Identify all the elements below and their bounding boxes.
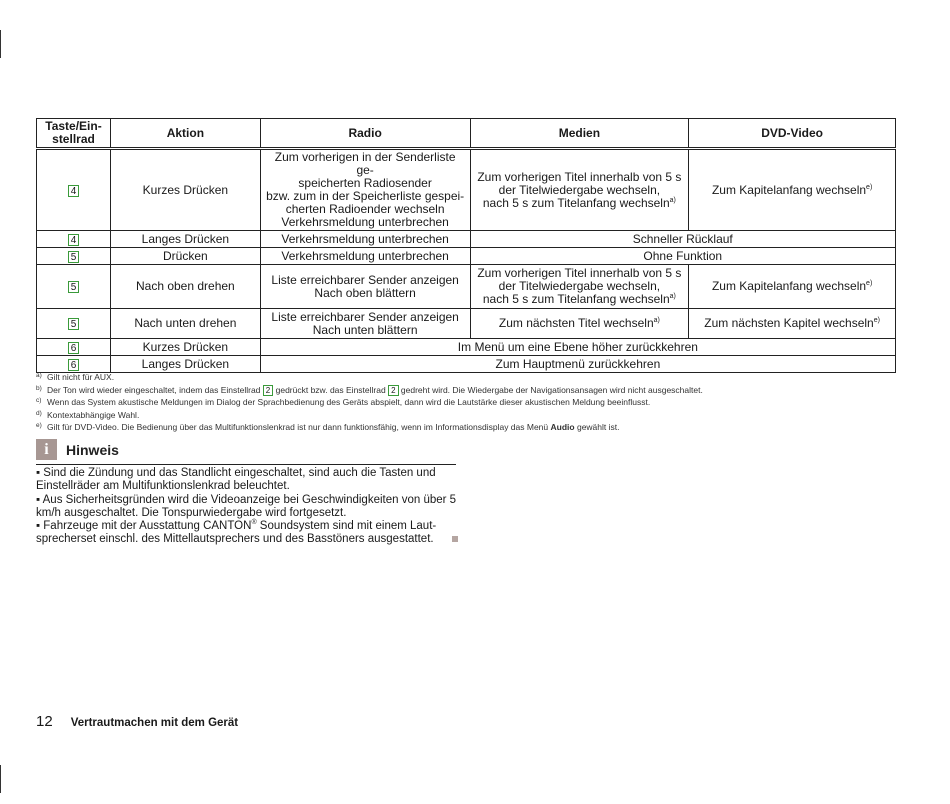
action-cell: Drücken bbox=[110, 248, 260, 265]
note-body bbox=[36, 467, 461, 547]
section-end-marker bbox=[452, 536, 458, 542]
page-footer bbox=[36, 713, 238, 730]
footnote-ref: a) bbox=[669, 196, 676, 204]
dvd-cell bbox=[689, 265, 896, 309]
key-symbol: 4 bbox=[68, 185, 80, 197]
table-row bbox=[37, 248, 896, 265]
radio-cell: Zum vorherigen in der Senderliste ge- speicherten Radiosender bzw. zum in der Speicherliste gespei- cherten Radioender wechseln Verkehrsmeldung unterbrechen bbox=[260, 149, 470, 231]
key-symbol: 5 bbox=[68, 281, 80, 293]
key-cell bbox=[37, 149, 111, 231]
dvd-text: Zum Kapitelanfang wechseln bbox=[711, 279, 867, 293]
note-item-text: Soundsystem sind mit einem Laut-sprecherset einschl. des Mittellautsprechers und des Basstöners ausgestattet. bbox=[36, 520, 437, 546]
table-row bbox=[37, 149, 896, 231]
medien-dvd-cell: Schneller Rücklauf bbox=[470, 231, 895, 248]
medien-dvd-cell: Ohne Funktion bbox=[470, 248, 895, 265]
footnote-ref: a) bbox=[653, 317, 660, 324]
header-action: Aktion bbox=[110, 119, 260, 149]
dvd-text: Zum nächsten Kapitel wechseln bbox=[704, 316, 874, 330]
footnote-text: gewählt ist. bbox=[576, 422, 620, 432]
radio-cell: Verkehrsmeldung unterbrechen bbox=[260, 231, 470, 248]
note-divider bbox=[36, 464, 456, 465]
header-medien: Medien bbox=[470, 119, 689, 149]
footnote-text: gedreht wird. Die Wiedergabe der Navigationsansagen wird nicht ausgeschaltet. bbox=[400, 384, 703, 395]
key-cell bbox=[37, 356, 111, 373]
radio-cell: Verkehrsmeldung unterbrechen bbox=[260, 248, 470, 265]
action-cell: Kurzes Drücken bbox=[110, 149, 260, 231]
table-header-row bbox=[37, 119, 896, 149]
header-radio: Radio bbox=[260, 119, 470, 149]
dvd-cell bbox=[689, 309, 896, 339]
footnotes bbox=[36, 371, 906, 434]
controls-table bbox=[36, 118, 896, 373]
footnote-text: Gilt für DVD-Video. Die Bedienung über das Multifunktionslenkrad ist nur dann funktionsfähig, wenn im Informationsdisplay das Menü bbox=[47, 422, 549, 432]
medien-cell bbox=[470, 309, 689, 339]
radio-cell: Liste erreichbarer Sender anzeigen Nach unten blättern bbox=[260, 309, 470, 339]
header-key: Taste/Ein- stellrad bbox=[37, 119, 111, 149]
medien-text: Zum vorherigen Titel innerhalb von 5 s der Titelwiedergabe wechseln, nach 5 s zum Titelanfang wechseln bbox=[477, 266, 682, 306]
footnote bbox=[36, 396, 906, 409]
table-row bbox=[37, 265, 896, 309]
action-cell: Nach oben drehen bbox=[110, 265, 260, 309]
footnote-text: Der Ton wird wieder eingeschaltet, indem das Einstellrad bbox=[47, 384, 261, 395]
page-number: 12 bbox=[36, 713, 53, 730]
key-cell bbox=[37, 265, 111, 309]
footnote bbox=[36, 371, 906, 384]
note-item-text: ▪ Fahrzeuge mit der Ausstattung CANTON bbox=[36, 520, 252, 533]
radio-cell: Liste erreichbarer Sender anzeigen Nach oben blättern bbox=[260, 265, 470, 309]
table-row bbox=[37, 339, 896, 356]
key-symbol: 6 bbox=[68, 359, 80, 371]
key-symbol: 4 bbox=[68, 234, 80, 246]
footnote-mark: c) bbox=[36, 397, 42, 404]
crop-mark-bottom bbox=[0, 765, 1, 793]
medien-text: Zum vorherigen Titel innerhalb von 5 s der Titelwiedergabe wechseln, nach 5 s zum Titelanfang wechseln bbox=[477, 169, 682, 210]
footnote-mark: d) bbox=[36, 409, 42, 417]
radio-medien-dvd-cell: Zum Hauptmenü zurückkehren bbox=[260, 356, 895, 373]
note-title: Hinweis bbox=[66, 441, 119, 458]
chapter-title: Vertrautmachen mit dem Gerät bbox=[70, 717, 239, 729]
dvd-cell bbox=[689, 149, 896, 231]
medien-cell bbox=[470, 149, 689, 231]
medien-cell bbox=[470, 265, 689, 309]
key-symbol: 2 bbox=[388, 385, 398, 396]
key-symbol: 5 bbox=[68, 318, 80, 330]
note-item bbox=[36, 520, 461, 547]
footnote-ref: e) bbox=[866, 183, 873, 191]
footnote-ref: e) bbox=[873, 317, 880, 324]
table-row bbox=[37, 356, 896, 373]
key-cell bbox=[37, 309, 111, 339]
action-cell: Langes Drücken bbox=[110, 356, 260, 373]
footnote-mark: a) bbox=[36, 372, 42, 379]
footnote-text: Kontextabhängige Wahl. bbox=[47, 409, 140, 420]
footnote bbox=[36, 421, 906, 434]
footnote-text: gedrückt bzw. das Einstellrad bbox=[275, 384, 386, 395]
key-symbol: 6 bbox=[68, 342, 80, 354]
note-item: ▪ Sind die Zündung und das Standlicht eingeschaltet, sind auch die Tasten und Einstellräder am Multifunktionslenkrad beleuchtet. bbox=[36, 467, 436, 493]
action-cell: Nach unten drehen bbox=[110, 309, 260, 339]
footnote-ref: a) bbox=[669, 293, 676, 300]
info-icon: i bbox=[36, 439, 57, 460]
footnote bbox=[36, 384, 906, 397]
crop-mark-top bbox=[0, 30, 1, 58]
note-item: ▪ Aus Sicherheitsgründen wird die Videoanzeige bei Geschwindigkeiten von über 5 km/h ausgeschaltet. Die Tonspurwiedergabe wird fortgesetzt. bbox=[36, 493, 457, 519]
registered-mark: ® bbox=[251, 519, 257, 527]
footnote-ref: e) bbox=[866, 280, 873, 287]
action-cell: Kurzes Drücken bbox=[110, 339, 260, 356]
dvd-text: Zum Kapitelanfang wechseln bbox=[711, 182, 867, 197]
header-dvd-video: DVD-Video bbox=[689, 119, 896, 149]
action-cell: Langes Drücken bbox=[110, 231, 260, 248]
key-symbol: 2 bbox=[263, 385, 273, 396]
radio-medien-dvd-cell: Im Menü um eine Ebene höher zurückkehren bbox=[260, 339, 895, 356]
table-row bbox=[37, 309, 896, 339]
footnote-bold-text: Audio bbox=[550, 422, 575, 432]
medien-text: Zum nächsten Titel wechseln bbox=[498, 316, 654, 330]
key-cell bbox=[37, 231, 111, 248]
key-cell bbox=[37, 339, 111, 356]
note-heading bbox=[36, 439, 119, 460]
table-row bbox=[37, 231, 896, 248]
footnote bbox=[36, 409, 906, 422]
footnote-mark: b) bbox=[36, 384, 42, 392]
footnote-text: Gilt nicht für AUX. bbox=[47, 372, 115, 382]
key-symbol: 5 bbox=[68, 251, 80, 263]
footnote-text: Wenn das System akustische Meldungen im Dialog der Sprachbedienung des Geräts abspielt, dann wird die Lautstärke dieser akustischen Meldung beeinflusst. bbox=[47, 397, 651, 407]
footnote-mark: e) bbox=[36, 422, 42, 429]
key-cell bbox=[37, 248, 111, 265]
